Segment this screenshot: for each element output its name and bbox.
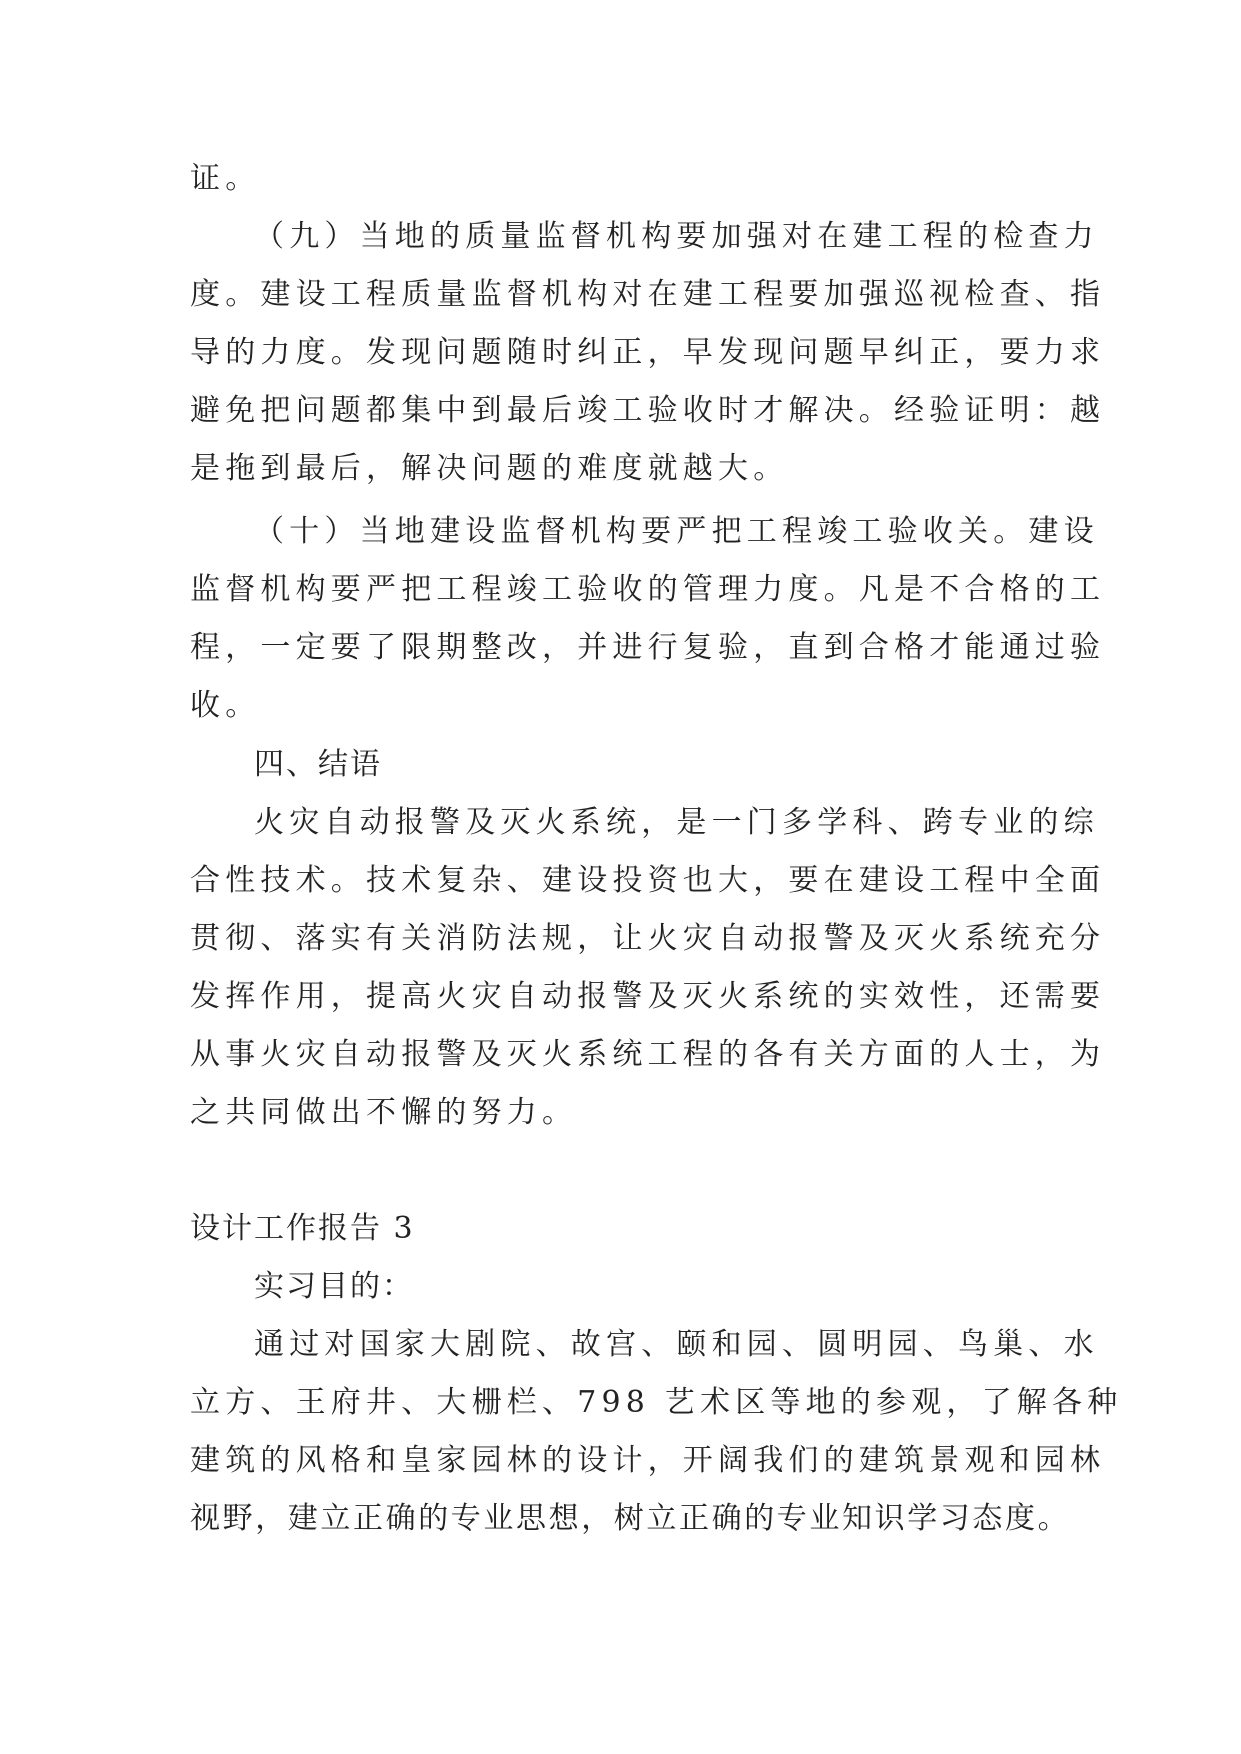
- paragraph-line: 建筑的风格和皇家园林的设计，开阔我们的建筑景观和园林: [190, 1443, 1106, 1478]
- paragraph-line: 火灾自动报警及灭火系统，是一门多学科、跨专业的综: [254, 805, 1099, 840]
- paragraph-line: 程，一定要了限期整改，并进行复验，直到合格才能通过验: [190, 630, 1106, 665]
- purpose-paragraph: [190, 1316, 1123, 1548]
- paragraph-line: 收。: [190, 688, 261, 723]
- report-title: 设计工作报告 3: [190, 1211, 415, 1246]
- paragraph-line: 通过对国家大剧院、故宫、颐和园、圆明园、鸟巢、水: [254, 1327, 1099, 1362]
- paragraph-line: 贯彻、落实有关消防法规，让火灾自动报警及灭火系统充分: [190, 921, 1106, 956]
- paragraph-line: 合性技术。技术复杂、建设投资也大，要在建设工程中全面: [190, 863, 1106, 898]
- continuation-paragraph: [190, 150, 1050, 208]
- item-nine-paragraph: [190, 208, 1106, 498]
- paragraph-line: 之共同做出不懈的努力。: [190, 1095, 578, 1130]
- paragraph-line: 立方、王府井、大栅栏、798 艺术区等地的参观，了解各种: [190, 1385, 1123, 1420]
- paragraph-line: （十）当地建设监督机构要严把工程竣工验收关。建设: [254, 514, 1099, 549]
- conclusion-paragraph: [190, 794, 1106, 1142]
- paragraph-line: 证。: [190, 161, 261, 196]
- paragraph-line: （九）当地的质量监督机构要加强对在建工程的检查力: [254, 219, 1099, 254]
- paragraph-line: 导的力度。发现问题随时纠正，早发现问题早纠正，要力求: [190, 335, 1106, 370]
- paragraph-line: 监督机构要严把工程竣工验收的管理力度。凡是不合格的工: [190, 572, 1106, 607]
- paragraph-line: 视野，建立正确的专业思想，树立正确的专业知识学习态度。: [190, 1501, 1071, 1536]
- paragraph-line: 避免把问题都集中到最后竣工验收时才解决。经验证明：越: [190, 393, 1106, 428]
- paragraph-line: 发挥作用，提高火灾自动报警及灭火系统的实效性，还需要: [190, 979, 1106, 1014]
- section-four-heading: 四、结语: [254, 747, 382, 782]
- paragraph-line: 从事火灾自动报警及灭火系统工程的各有关方面的人士，为: [190, 1037, 1106, 1072]
- paragraph-line: 是拖到最后，解决问题的难度就越大。: [190, 451, 789, 486]
- item-ten-paragraph: [190, 503, 1106, 735]
- paragraph-line: 度。建设工程质量监督机构对在建工程要加强巡视检查、指: [190, 277, 1106, 312]
- purpose-heading: 实习目的：: [254, 1269, 414, 1304]
